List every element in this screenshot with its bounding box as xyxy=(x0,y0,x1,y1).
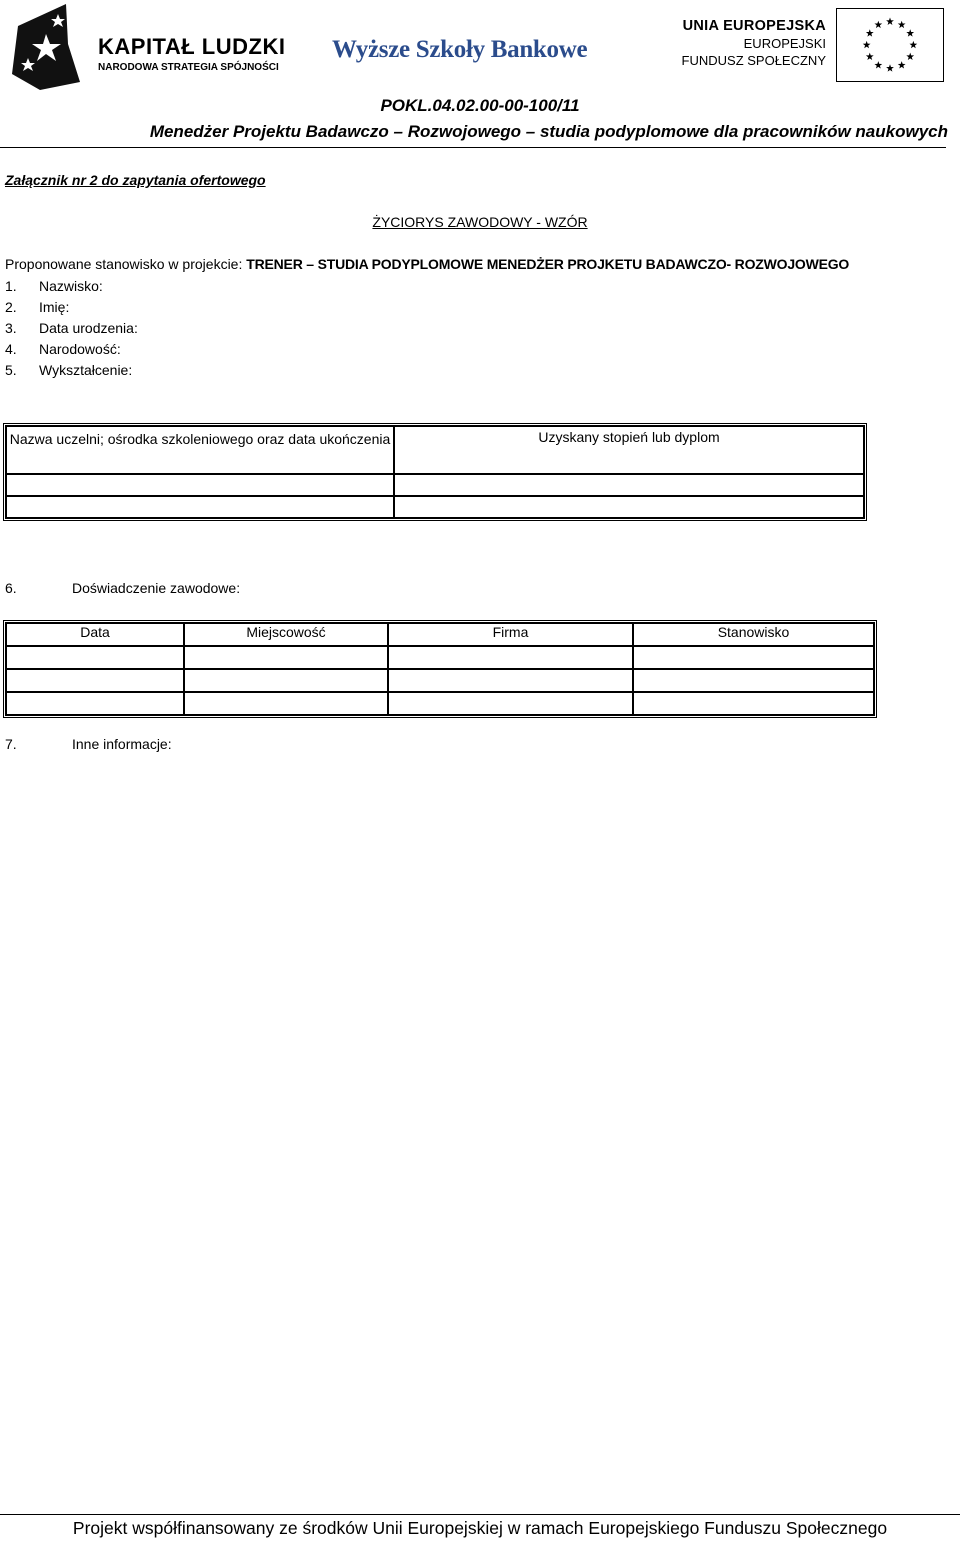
field-label: Narodowość: xyxy=(39,341,121,357)
experience-table xyxy=(3,620,877,718)
table-cell[interactable] xyxy=(394,496,864,518)
field-nationality xyxy=(5,341,121,357)
field-first-name xyxy=(5,299,69,315)
education-header-institution: Nazwa uczelni; ośrodka szkoleniowego oraz data ukończenia xyxy=(6,426,394,474)
table-cell[interactable] xyxy=(184,646,388,669)
education-header-degree: Uzyskany stopień lub dyplom xyxy=(394,426,864,474)
experience-header-company: Firma xyxy=(388,623,633,646)
field-education xyxy=(5,362,132,378)
table-cell[interactable] xyxy=(6,692,184,715)
eu-star-icon xyxy=(874,61,882,68)
field-number: 2. xyxy=(5,299,17,315)
table-header-row xyxy=(6,623,874,646)
eu-flag-icon xyxy=(836,8,944,82)
table-cell[interactable] xyxy=(6,474,394,496)
table-cell[interactable] xyxy=(388,692,633,715)
table-row xyxy=(6,692,874,715)
table-cell[interactable] xyxy=(184,692,388,715)
table-row xyxy=(6,474,864,496)
field-surname xyxy=(5,278,103,294)
kapital-ludzki-subtitle: NARODOWA STRATEGIA SPÓJNOŚCI xyxy=(98,62,279,73)
table-cell[interactable] xyxy=(388,669,633,692)
eu-star-icon xyxy=(874,21,882,28)
field-label: Imię: xyxy=(39,299,70,315)
table-cell[interactable] xyxy=(633,669,874,692)
table-cell[interactable] xyxy=(6,646,184,669)
experience-header-date: Data xyxy=(6,623,184,646)
eu-star-icon xyxy=(906,29,914,36)
field-label: Nazwisko: xyxy=(39,278,103,294)
eu-line-2: EUROPEJSKI xyxy=(743,36,826,51)
eu-star-icon xyxy=(909,41,917,48)
kapital-ludzki-star-icon xyxy=(10,4,82,90)
document-title: ŻYCIORYS ZAWODOWY - WZÓR xyxy=(372,214,588,230)
table-cell[interactable] xyxy=(388,646,633,669)
other-info-section-label xyxy=(5,736,172,752)
field-number: 5. xyxy=(5,362,17,378)
eu-star-icon xyxy=(866,53,874,60)
experience-header-position: Stanowisko xyxy=(633,623,874,646)
eu-star-icon xyxy=(886,18,894,25)
eu-star-icon xyxy=(866,29,874,36)
field-number: 3. xyxy=(5,320,17,336)
section-number: 6. xyxy=(5,580,17,596)
position-label: Proponowane stanowisko w projekcie: xyxy=(5,256,247,272)
table-cell[interactable] xyxy=(184,669,388,692)
table-cell[interactable] xyxy=(633,646,874,669)
kapital-ludzki-logo xyxy=(10,4,286,90)
field-birth-date xyxy=(5,320,138,336)
eu-line-1: UNIA EUROPEJSKA xyxy=(682,18,826,34)
table-cell[interactable] xyxy=(6,669,184,692)
table-row xyxy=(6,496,864,518)
footer-text: Projekt współfinansowany ze środków Unii Europejskiej w ramach Europejskiego Funduszu Społecznego xyxy=(72,1518,888,1538)
eu-star-icon xyxy=(898,21,906,28)
field-label: Wykształcenie: xyxy=(39,362,133,378)
eu-star-icon xyxy=(906,53,914,60)
project-code: POKL.04.02.00-00-100/11 xyxy=(380,96,580,115)
experience-header-place: Miejscowość xyxy=(184,623,388,646)
header-divider xyxy=(0,147,946,148)
eu-logo-text xyxy=(676,18,826,68)
eu-line-3: FUNDUSZ SPOŁECZNY xyxy=(681,53,826,68)
field-label: Data urodzenia: xyxy=(39,320,138,336)
section-label: Doświadczenie zawodowe: xyxy=(72,580,241,596)
section-label: Inne informacje: xyxy=(72,736,172,752)
eu-star-icon xyxy=(898,61,906,68)
kapital-ludzki-title: KAPITAŁ LUDZKI xyxy=(98,34,286,59)
table-row xyxy=(6,669,874,692)
attachment-label: Załącznik nr 2 do zapytania ofertowego xyxy=(5,172,266,188)
section-number: 7. xyxy=(5,736,17,752)
experience-section-label xyxy=(5,580,240,596)
wsb-logo: Wyższe Szkoły Bankowe xyxy=(332,36,588,63)
position-value: TRENER – STUDIA PODYPLOMOWE MENEDŻER PROJKETU BADAWCZO- ROZWOJOWEGO xyxy=(246,256,850,272)
field-number: 1. xyxy=(5,278,17,294)
eu-star-icon xyxy=(863,41,871,48)
table-cell[interactable] xyxy=(6,496,394,518)
table-row xyxy=(6,646,874,669)
table-cell[interactable] xyxy=(394,474,864,496)
table-cell[interactable] xyxy=(633,692,874,715)
footer-divider xyxy=(0,1514,960,1515)
project-name: Menedżer Projektu Badawczo – Rozwojowego – studia podyplomowe dla pracowników naukowych xyxy=(149,122,948,141)
proposed-position xyxy=(5,256,849,272)
education-table xyxy=(3,423,867,521)
table-header-row xyxy=(6,426,864,474)
field-number: 4. xyxy=(5,341,17,357)
eu-star-icon xyxy=(886,64,894,71)
